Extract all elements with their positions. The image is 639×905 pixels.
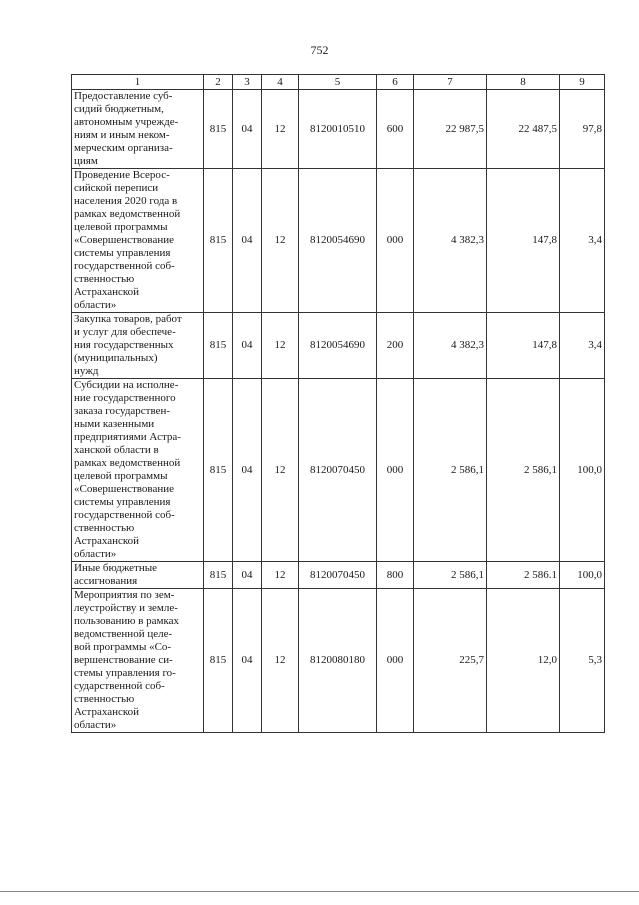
description-line: целевой программы: [74, 221, 168, 233]
cell-c6: 000: [377, 379, 414, 562]
cell-c6: 200: [377, 313, 414, 379]
cell-c8: 2 586.1: [487, 562, 560, 589]
description-line: Закупка товаров, работ: [74, 313, 182, 325]
header-cell: 8: [487, 75, 560, 90]
cell-c9: 3,4: [560, 169, 605, 313]
page-number: 752: [310, 43, 329, 57]
cell-c4: 12: [262, 313, 299, 379]
cell-c2: 815: [204, 90, 233, 169]
header-cell: 3: [233, 75, 262, 90]
cell-c4: 12: [262, 90, 299, 169]
cell-c9: 100,0: [560, 562, 605, 589]
cell-c3: 04: [233, 169, 262, 313]
cell-c5: 8120010510: [299, 90, 377, 169]
bottom-rule: [0, 891, 639, 892]
description-line: мерческим организа-: [74, 142, 173, 154]
description-line: нужд: [74, 365, 99, 377]
description-line: целевой программы: [74, 470, 168, 482]
description-line: Проведение Всерос-: [74, 169, 170, 181]
row-description: [72, 313, 204, 379]
cell-c7: 2 586,1: [414, 562, 487, 589]
cell-c7: 225,7: [414, 589, 487, 733]
table-row: [72, 562, 605, 589]
cell-c6: 800: [377, 562, 414, 589]
cell-c4: 12: [262, 379, 299, 562]
cell-c6: 000: [377, 169, 414, 313]
description-line: ниям и иным неком-: [74, 129, 170, 141]
cell-c3: 04: [233, 589, 262, 733]
description-line: ственностью: [74, 522, 135, 534]
table-row: [72, 379, 605, 562]
cell-c2: 815: [204, 379, 233, 562]
description-line: Иные бюджетные: [74, 562, 158, 574]
description-line: автономным учрежде-: [74, 116, 179, 128]
description-line: области»: [74, 299, 117, 311]
row-description: [72, 589, 204, 733]
description-line: Предоставление суб-: [74, 90, 173, 102]
table-body: [72, 90, 605, 733]
description-line: государственной соб-: [74, 260, 175, 272]
description-line: стемы управления го-: [74, 667, 176, 679]
row-description: [72, 90, 204, 169]
table-row: [72, 589, 605, 733]
cell-c6: 000: [377, 589, 414, 733]
header-cell: 6: [377, 75, 414, 90]
cell-c2: 815: [204, 589, 233, 733]
cell-c5: 8120054690: [299, 169, 377, 313]
table-row: [72, 90, 605, 169]
cell-c8: 2 586,1: [487, 379, 560, 562]
budget-table: [71, 74, 605, 733]
header-cell: 2: [204, 75, 233, 90]
cell-c3: 04: [233, 379, 262, 562]
description-line: ственностью: [74, 693, 135, 705]
cell-c8: 22 487,5: [487, 90, 560, 169]
description-line: Астраханской: [74, 286, 140, 298]
description-line: системы управления: [74, 496, 171, 508]
header-cell: 4: [262, 75, 299, 90]
table-row: [72, 169, 605, 313]
header-row: [72, 75, 605, 90]
description-line: сийской переписи: [74, 182, 159, 194]
description-line: ведомственной целе-: [74, 628, 173, 640]
cell-c3: 04: [233, 313, 262, 379]
description-line: вой программы «Со-: [74, 641, 172, 653]
description-line: «Совершенствование: [74, 234, 174, 246]
cell-c2: 815: [204, 169, 233, 313]
description-line: ными казенными: [74, 418, 155, 430]
cell-c2: 815: [204, 313, 233, 379]
description-line: ассигнования: [74, 575, 138, 587]
description-line: Субсидии на исполне-: [74, 379, 179, 391]
cell-c8: 12,0: [487, 589, 560, 733]
description-line: ственностью: [74, 273, 135, 285]
description-line: предприятиями Астра-: [74, 431, 181, 443]
description-line: государственной соб-: [74, 509, 175, 521]
description-line: сидий бюджетным,: [74, 103, 164, 115]
description-line: Астраханской: [74, 706, 140, 718]
description-line: ния государственных: [74, 339, 174, 351]
description-line: вершенствование си-: [74, 654, 173, 666]
cell-c7: 4 382,3: [414, 169, 487, 313]
cell-c9: 100,0: [560, 379, 605, 562]
cell-c9: 5,3: [560, 589, 605, 733]
description-line: сударственной соб-: [74, 680, 165, 692]
row-description: [72, 379, 204, 562]
cell-c9: 97,8: [560, 90, 605, 169]
cell-c2: 815: [204, 562, 233, 589]
cell-c7: 2 586,1: [414, 379, 487, 562]
description-line: пользованию в рамках: [74, 615, 180, 627]
description-line: (муниципальных): [74, 352, 158, 364]
description-line: рамках ведомственной: [74, 457, 181, 469]
description-line: леустройству и земле-: [74, 602, 178, 614]
cell-c5: 8120070450: [299, 562, 377, 589]
description-line: системы управления: [74, 247, 171, 259]
cell-c6: 600: [377, 90, 414, 169]
header-cell: 5: [299, 75, 377, 90]
description-line: области»: [74, 719, 117, 731]
description-line: населения 2020 года в: [74, 195, 178, 207]
description-line: ние государственного: [74, 392, 176, 404]
description-line: ханской области в: [74, 444, 159, 456]
cell-c3: 04: [233, 90, 262, 169]
cell-c4: 12: [262, 589, 299, 733]
description-line: Мероприятия по зем-: [74, 589, 175, 601]
cell-c5: 8120070450: [299, 379, 377, 562]
header-cell: 7: [414, 75, 487, 90]
row-description: [72, 169, 204, 313]
header-cell: 1: [72, 75, 204, 90]
table-row: [72, 313, 605, 379]
cell-c7: 22 987,5: [414, 90, 487, 169]
cell-c4: 12: [262, 169, 299, 313]
cell-c8: 147,8: [487, 313, 560, 379]
row-description: [72, 562, 204, 589]
cell-c5: 8120054690: [299, 313, 377, 379]
cell-c5: 8120080180: [299, 589, 377, 733]
description-line: «Совершенствование: [74, 483, 174, 495]
description-line: циям: [74, 155, 98, 167]
description-line: и услуг для обеспече-: [74, 326, 176, 338]
description-line: Астраханской: [74, 535, 140, 547]
cell-c4: 12: [262, 562, 299, 589]
header-cell: 9: [560, 75, 605, 90]
cell-c3: 04: [233, 562, 262, 589]
cell-c7: 4 382,3: [414, 313, 487, 379]
description-line: заказа государствен-: [74, 405, 171, 417]
description-line: области»: [74, 548, 117, 560]
cell-c9: 3,4: [560, 313, 605, 379]
description-line: рамках ведомственной: [74, 208, 181, 220]
cell-c8: 147,8: [487, 169, 560, 313]
